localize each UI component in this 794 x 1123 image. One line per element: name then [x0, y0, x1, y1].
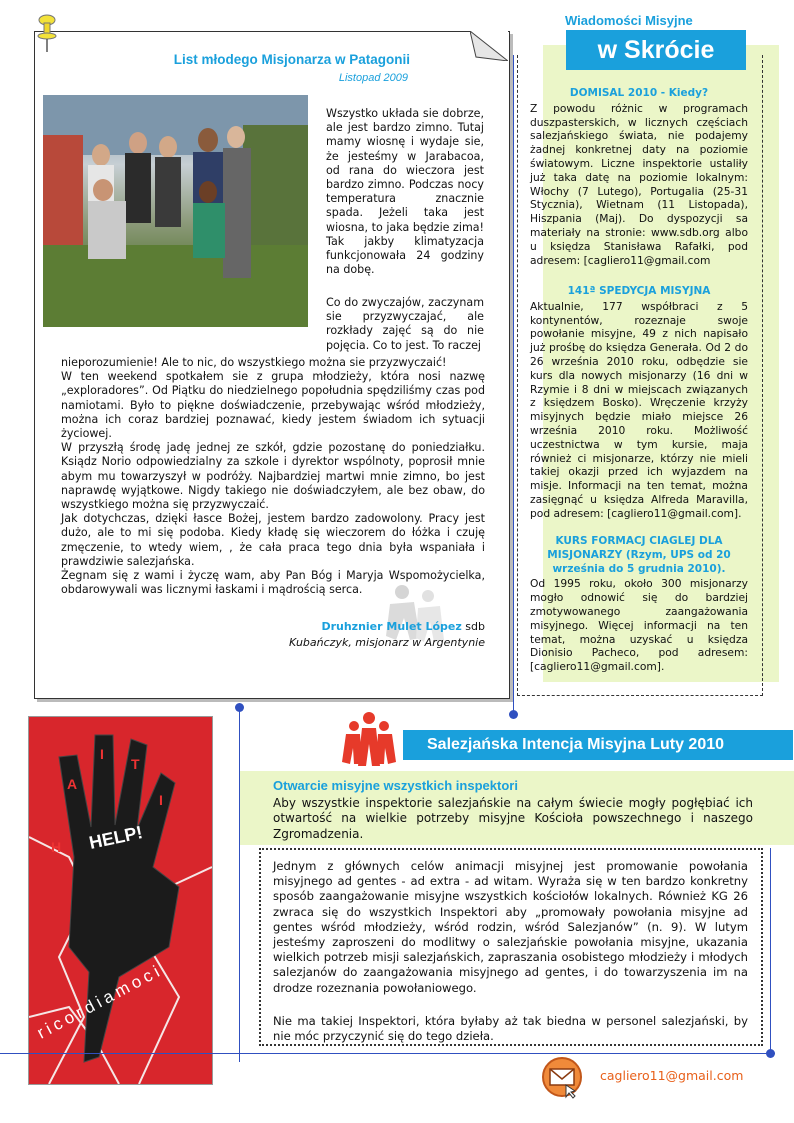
letter-date: Listopad 2009: [338, 72, 408, 84]
poster-letter-i: I: [100, 746, 104, 762]
news-header-big: w Skrócie: [566, 30, 746, 70]
signature-name-text: Druhznier Mulet López: [321, 620, 462, 633]
news-item: [530, 87, 748, 267]
letter-paragraph-1: Wszystko układa sie dobrze, ale jest bardzo zimno. Tutaj mamy wiosnę i wydaje sie, że jesteśmy w Jarabacoa, od rana do wieczora jest bardzo zimno. Podczas nocy temperatura znacznie spada. Jeżeli taka jest wiosna, to jaka będzie zima! Tak jakby klimatyzacja funkcjonowała 24 godziny na dobę.: [326, 107, 484, 277]
divider-dot: [235, 703, 244, 712]
divider-dot: [766, 1049, 775, 1058]
divider-line: [513, 55, 514, 715]
divider-line: [770, 848, 771, 1053]
intention-title: Otwarcie misyjne wszystkich inspektori: [273, 778, 518, 793]
poster-letter-h: H: [51, 839, 62, 855]
letter-body-line-0: nieporozumienie! Ale to nic, do wszystkiego można sie przyzwyczaić!: [61, 356, 447, 369]
news-header-small: Wiadomości Misyjne: [565, 13, 693, 28]
email-envelope-icon[interactable]: [540, 1055, 584, 1099]
haiti-poster: [28, 716, 213, 1085]
pushpin-icon: [36, 14, 58, 54]
divider-line: [239, 706, 240, 1062]
letter-body: [61, 356, 485, 597]
footer-email-link[interactable]: cagliero11@gmail.com: [600, 1068, 744, 1083]
letter-body-line-1: W ten weekend spotkałem sie z grupa młodzieży, która nosi nazwę „exploradores”. Od Piątku do niedzielnego popołudnia spędziliśmy czas pod namiotami. Było to piękne doświadczenie, przebywając wśród młodzieży, można ich coraz bardziej poznawać, kiedy jestem świadom ich sytuacji życiowej.: [61, 370, 485, 441]
news-item-title: 141ª SPEDYCJA MISYJNA: [567, 285, 711, 297]
haiti-poster-art: [29, 717, 212, 1084]
page-fold-corner: [470, 31, 508, 61]
poster-help-text: HELP!: [87, 822, 145, 853]
news-item-text: Aktualnie, 177 współbraci z 5 kontynentów, rozeznaje swoje powołanie misyjne, 49 z nich napisało już prośbę do księdza Generała. Od 2 do 26 września 2010 roku, odbędzie sie kurs dla nowych misjonarzy (16 dni w Rzymie i 8 dni w miejscach związanych z księdzem Bosko). Wręczenie krzyży misyjnych będzie miało miejsce 26 września 2010 roku. Możliwość uczestnictwa w tym kursie, maja również ci misjonarze, którzy nie mieli takiej okazji przed ich wyjazdem na misje. Informacji na ten temat, można zasięgnąć u księdza Alfreda Maravilla, pod adresem: [cagliero11@gmail.com].: [530, 299, 748, 520]
news-item-text: Z powodu różnic w programach duszpasterskich, w licznych częściach salezjańskiego świata, nie podajemy żadnej konkretnej daty na poziomie światowym. Liczne inspektorie ustaliły już taka datę na poziomie lokalnym: Włochy (7 Lutego), Portugalia (25-31 Stycznia), Wietnam (11 Listopada), Hiszpania (Maj). Do dyspozycji sa materiały na stronie: www.sdb.org albo u księdza Stanisława Rafałki, pod adresem: [cagliero11@gmail.com: [530, 101, 748, 267]
group-photo: [43, 95, 308, 327]
news-item-text: Od 1995 roku, około 300 misjonarzy mogło odnowić się do bardziej zmotywowanego zaangażowania misyjnego. Więcej informacji na ten temat, można uzyskać u księdza Dionisio Pacheco, pod adresem: [cagliero11@gmail.com].: [530, 577, 748, 674]
divider-line: [240, 1053, 775, 1054]
divider-dot: [509, 710, 518, 719]
group-photo-image: [43, 95, 308, 327]
salesian-family-logo-icon: [334, 708, 404, 768]
letter-body-line-4: Żegnam się z wami i życzę wam, aby Pan Bóg i Maryja Wspomożycielka, obdarowywali was licznymi łaskami i mądrością serca.: [61, 569, 485, 597]
poster-caption: ricordiamoci: [33, 960, 167, 1043]
letter-paragraph-2: Co do zwyczajów, zaczynam sie przyzwyczajać, ale rozkłady zajęć są do nie pojęcia. Co to jest. To raczej: [326, 296, 484, 352]
news-item-title: KURS FORMACJ CIAGLEJ DLA MISJONARZY (Rzym, UPS od 20 września do 5 grudnia 2010).: [547, 535, 731, 575]
news-item-title: DOMISAL 2010 - Kiedy?: [569, 87, 709, 99]
letter-body-line-2: W przyszłą środę jadę jednej ze szkół, gdzie pozostanę do poniedziałku. Ksiądz Norio odpowiedzialny za szkole i dyrektor wspólnoty, poprosił mnie abym mu towarzyszył w podróży. Najbardziej martwi mnie zimno, bo jest naprawdę wyjątkowe. Nigdy takiego nie doświadczyłem, ale bez obaw, do wszystkiego można się przyzwyczaić.: [61, 441, 485, 512]
poster-letter-a: A: [67, 776, 78, 792]
signature-suffix: sdb: [461, 620, 485, 633]
intention-box-paragraph-1: Jednym z głównych celów animacji misyjnej jest promowanie powołania misyjnego ad gentes - ad extra - ad witam. Wyraża się w ten bardzo konkretny sposób zaangażowanie misyjne wszystkich kościołów lokalnych. Również KG 26 zwraca się do wszystkich Inspektori aby „promowały powołania misyjne ad gentes wśród młodzieży, wśród rodzin, wśród Salezjanów” (n. 9). W lutym jesteśmy zaproszeni do modlitwy o salezjańskie powołania misyjne, ukazania wielkich potrzeb misji salezjańskich, zapraszania osobistego młodzieży i młodych salezjanów do zaangażowania misyjnego ad gentes, i do towarzyszenia im na drodze rozeznania powołaniowego.: [273, 859, 748, 995]
news-item: [530, 285, 748, 521]
signature-name: [250, 620, 485, 633]
news-item: [530, 535, 748, 674]
signature-role: Kubańczyk, misjonarz w Argentynie: [289, 636, 485, 649]
letter-body-line-3: Jak dotychczas, dzięki łasce Bożej, jestem bardzo zadowolony. Pracy jest dużo, ale to mi się podoba. Kiedy kładę się wieczorem do łóżka i czuję zmęczenie, to wtedy wiem, , że cała praca tego dnia była wspaniała i prawdziwie salezjańska.: [61, 512, 485, 568]
poster-letter-t: T: [131, 756, 140, 772]
divider-line: [0, 1053, 246, 1054]
intention-bar-title: Salezjańska Intencja Misyjna Luty 2010: [403, 730, 793, 760]
intention-text: Aby wszystkie inspektorie salezjańskie na całym świecie mogły pogłębiać ich otwartość na wielkie potrzeby misyjne Kościoła powszechnego i naszego Zgromadzenia.: [273, 796, 753, 841]
poster-letter-i2: I: [159, 792, 163, 808]
intention-box-paragraph-2: Nie ma takiej Inspektori, która byłaby aż tak biedna w personel salezjański, by nie móc przyczynić się do tego dzieła.: [273, 1014, 748, 1044]
letter-title: List młodego Misjonarza w Patagonii: [173, 52, 410, 67]
